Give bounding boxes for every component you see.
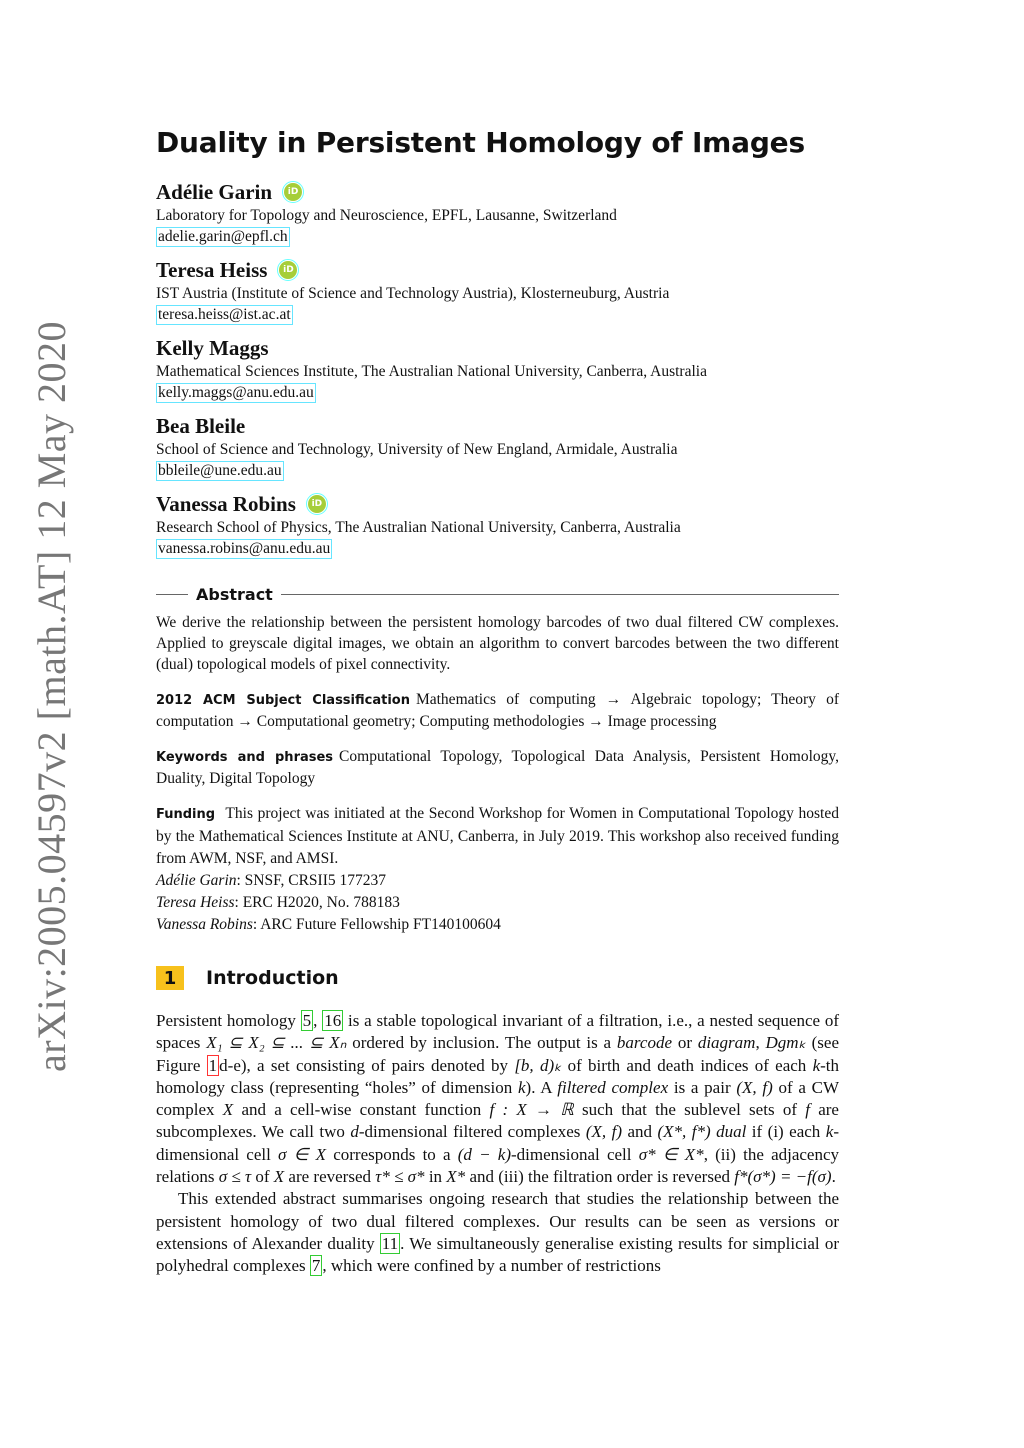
grant-name: Vanessa Robins xyxy=(156,916,253,933)
grant-detail: : ARC Future Fellowship FT140100604 xyxy=(252,916,501,933)
citation-link[interactable]: 5 xyxy=(302,1011,312,1030)
grant-name: Teresa Heiss xyxy=(156,894,235,911)
grant-line xyxy=(156,870,839,892)
divider xyxy=(156,594,188,595)
paper-title: Duality in Persistent Homology of Images xyxy=(156,126,805,159)
grant-name: Adélie Garin xyxy=(156,872,237,889)
author-block xyxy=(156,491,839,563)
keywords xyxy=(156,746,839,789)
figure-link[interactable]: 1 xyxy=(208,1055,218,1075)
author-email-link[interactable]: adelie.garin@epfl.ch xyxy=(158,228,288,245)
grant-line xyxy=(156,892,839,914)
author-affiliation: School of Science and Technology, University of New England, Armidale, Australia xyxy=(156,441,678,458)
arxiv-identifier: arXiv:2005.04597v2 [math.AT] 12 May 2020 xyxy=(29,320,74,1072)
author-affiliation: Research School of Physics, The Australian National University, Canberra, Australia xyxy=(156,519,681,536)
author-block xyxy=(156,335,839,407)
acm-label: 2012 ACM Subject Classification xyxy=(156,693,410,708)
funding xyxy=(156,803,839,870)
author-name: Kelly Maggs xyxy=(156,335,269,360)
author-block xyxy=(156,179,839,251)
author-block xyxy=(156,413,839,485)
author-block xyxy=(156,257,839,329)
author-name: Bea Bleile xyxy=(156,413,246,438)
citation-link[interactable]: 11 xyxy=(381,1233,399,1253)
author-affiliation: Mathematical Sciences Institute, The Australian National University, Canberra, Australia xyxy=(156,363,707,380)
paragraph: This extended abstract summarises ongoing research that studies the relationship between the persistent homology of two dual filtered complexes. Our results can be seen as versions or extensions of Alexander duality 11 . We simultaneously generalise existing results for simplicial or polyhedral complexes 7 , which were confined by a number of restrictions xyxy=(156,1189,839,1276)
paper-content xyxy=(156,126,839,1278)
funding-text: This project was initiated at the Second Workshop for Women in Computational Topology hosted by the Mathematical Sciences Institute at ANU, Canberra, in July 2019. This workshop also received funding from AWM, NSF, and AMSI. xyxy=(156,805,839,867)
citation-link[interactable]: 7 xyxy=(311,1256,321,1276)
grant-line xyxy=(156,914,839,936)
section-heading xyxy=(156,966,839,990)
author-email-link[interactable]: teresa.heiss@ist.ac.at xyxy=(158,306,291,323)
acm-classification xyxy=(156,689,839,732)
funding-label: Funding xyxy=(156,807,216,822)
grant-detail: : ERC H2020, No. 788183 xyxy=(234,894,400,911)
introduction-body xyxy=(156,1010,839,1278)
paragraph: Persistent homology 5 , 16 is a stable topological invariant of a filtration, i.e., a nested sequence of spaces X₁ ⊆ X₂ ⊆ ... ⊆ Xₙ ordered by inclusion. The output is a barcode or diagram, Dgmₖ (see Figure 1 d-e), a set consisting of pairs denoted by [b, d)ₖ of birth and death indices of each k-th homology class (representing “holes” of dimension k). A filtered complex is a pair (X, f) of a CW complex X and a cell-wise constant function f : X → ℝ such that the sublevel sets of f are subcomplexes. We call two d-dimensional filtered complexes (X, f) and (X*, f*) dual if (i) each k-dimensional cell σ ∈ X corresponds to a (d − k)-dimensional cell σ* ∈ X*, (ii) the adjacency relations σ ≤ τ of X are reversed τ* ≤ σ* in X* and (iii) the filtration order is reversed f*(σ*) = −f(σ). xyxy=(156,1011,840,1187)
orcid-icon[interactable]: iD xyxy=(284,183,302,201)
abstract-text: We derive the relationship between the persistent homology barcodes of two dual filtered CW complexes. Applied to greyscale digital images, we obtain an algorithm to convert barcodes between the two different (dual) topological models of pixel connectivity. xyxy=(156,614,839,673)
author-affiliation: IST Austria (Institute of Science and Technology Austria), Klosterneuburg, Austria xyxy=(156,285,670,302)
author-email-link[interactable]: vanessa.robins@anu.edu.au xyxy=(158,540,331,557)
orcid-icon[interactable]: iD xyxy=(308,495,326,513)
author-email-link[interactable]: bbleile@une.edu.au xyxy=(158,462,282,479)
author-name: Adélie Garin xyxy=(156,179,273,204)
abstract-label: Abstract xyxy=(196,585,273,604)
author-email-link[interactable]: kelly.maggs@anu.edu.au xyxy=(158,384,314,401)
orcid-icon[interactable]: iD xyxy=(279,261,297,279)
grant-detail: : SNSF, CRSII5 177237 xyxy=(236,872,386,889)
section-title: Introduction xyxy=(206,967,339,989)
keywords-text: Computational Topology, Topological Data Analysis, Persistent Homology, Duality, Digital Topology xyxy=(156,748,839,787)
acm-text: Mathematics of computing → Algebraic topology; Theory of computation → Computational geometry; Computing methodologies → Image processing xyxy=(156,691,839,730)
section-number: 1 xyxy=(156,966,184,990)
keywords-label: Keywords and phrases xyxy=(156,750,334,765)
abstract-heading xyxy=(156,585,839,604)
divider xyxy=(281,594,839,595)
author-name: Vanessa Robins xyxy=(156,491,296,516)
author-affiliation: Laboratory for Topology and Neuroscience, EPFL, Lausanne, Switzerland xyxy=(156,207,617,224)
author-name: Teresa Heiss xyxy=(156,257,268,282)
citation-link[interactable]: 16 xyxy=(324,1011,342,1030)
